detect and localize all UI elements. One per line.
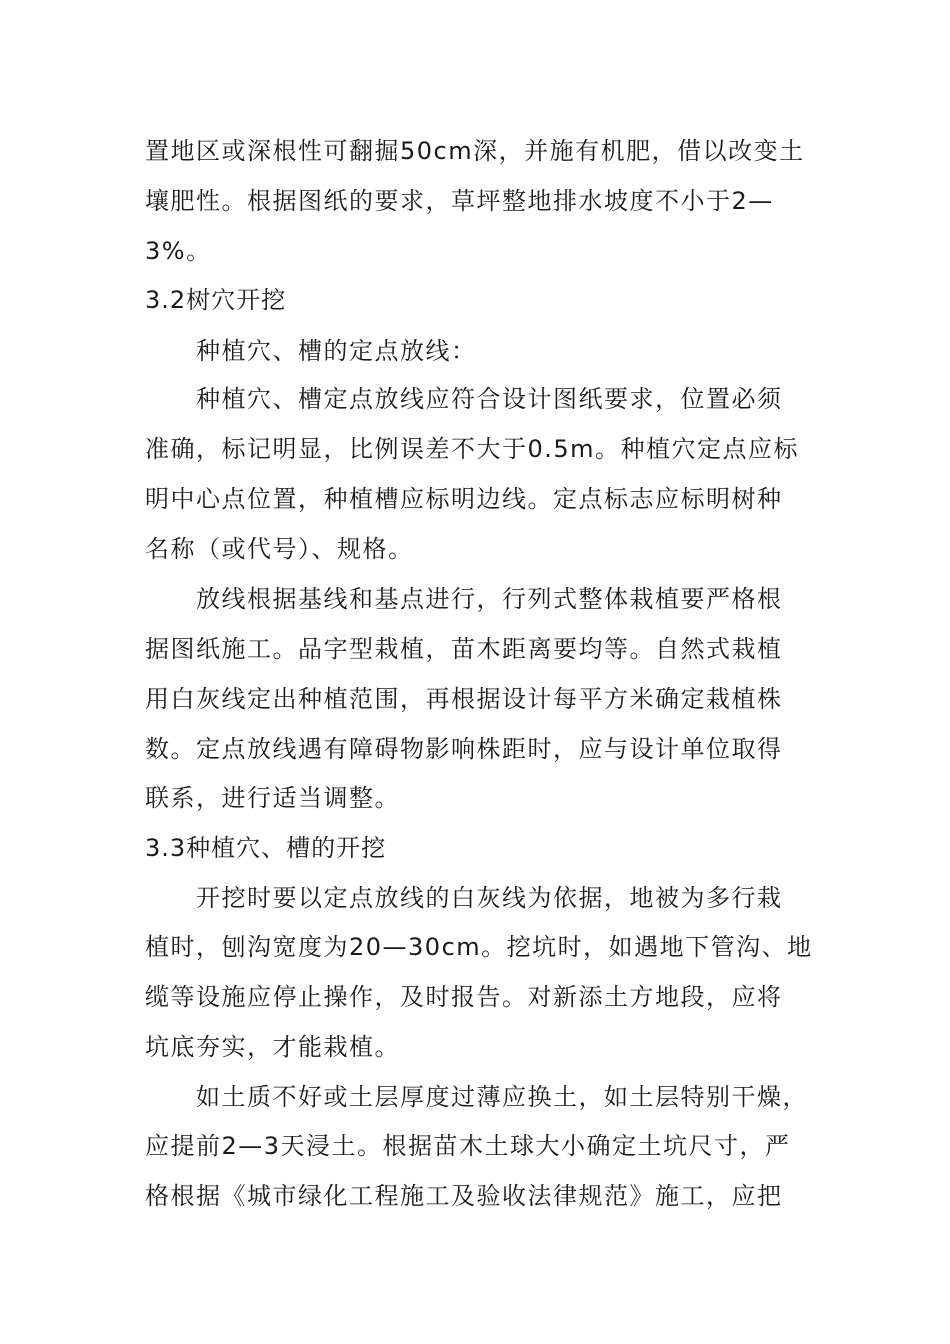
paragraph-line: 格根据《城市绿化工程施工及验收法律规范》施工，应把 xyxy=(145,1182,783,1210)
section-heading: 3.3种植穴、槽的开挖 xyxy=(145,834,387,862)
paragraph-line: 坑底夯实，才能栽植。 xyxy=(145,1033,400,1061)
paragraph-line: 明中心点位置，种植槽应标明边线。定点标志应标明树种 xyxy=(145,485,783,513)
paragraph-line: 放线根据基线和基点进行，行列式整体栽植要严格根 xyxy=(196,585,783,613)
paragraph-line: 如土质不好或土层厚度过薄应换土，如土层特别干燥， xyxy=(196,1083,808,1111)
paragraph-line: 据图纸施工。品字型栽植，苗木距离要均等。自然式栽植 xyxy=(145,635,783,663)
section-heading: 3.2树穴开挖 xyxy=(145,286,287,314)
paragraph-line: 3%。 xyxy=(145,237,212,265)
paragraph-line: 种植穴、槽定点放线应符合设计图纸要求，位置必须 xyxy=(196,385,783,413)
paragraph-line: 壤肥性。根据图纸的要求，草坪整地排水坡度不小于2— xyxy=(145,187,774,215)
paragraph-line: 联系，进行适当调整。 xyxy=(145,784,400,812)
paragraph-line: 种植穴、槽的定点放线： xyxy=(196,337,477,365)
paragraph-line: 用白灰线定出种植范围，再根据设计每平方米确定栽植株 xyxy=(145,685,783,713)
paragraph-line: 缆等设施应停止操作，及时报告。对新添土方地段，应将 xyxy=(145,983,783,1011)
paragraph-line: 名称（或代号）、规格。 xyxy=(145,535,414,563)
paragraph-line: 开挖时要以定点放线的白灰线为依据，地被为多行栽 xyxy=(196,884,783,912)
paragraph-line: 数。定点放线遇有障碍物影响株距时，应与设计单位取得 xyxy=(145,735,783,763)
paragraph-line: 准确，标记明显，比例误差不大于0.5m。种植穴定点应标 xyxy=(145,435,800,463)
paragraph-line: 植时，刨沟宽度为20—30cm。挖坑时，如遇地下管沟、地 xyxy=(145,933,813,961)
paragraph-line: 应提前2—3天浸土。根据苗木土球大小确定土坑尺寸，严 xyxy=(145,1132,791,1160)
paragraph-line: 置地区或深根性可翻掘50cm深，并施有机肥，借以改变土 xyxy=(145,137,805,165)
